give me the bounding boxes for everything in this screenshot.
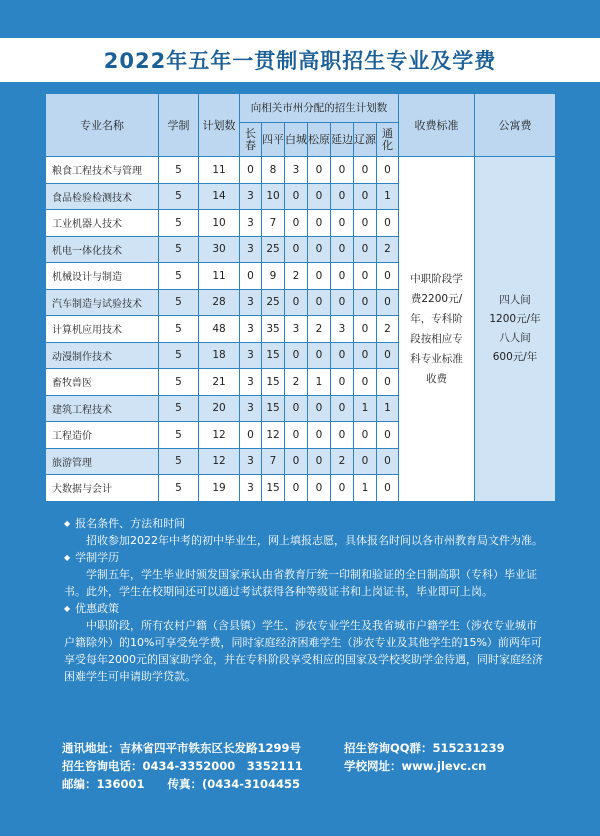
cell-city-count: 2 [377, 316, 399, 343]
cell-city-count: 2 [285, 369, 308, 396]
cell-city-count: 0 [308, 289, 331, 316]
cell-city-count: 0 [331, 157, 354, 184]
cell-duration: 5 [159, 236, 199, 263]
header-fee: 收费标准 [399, 94, 475, 157]
cell-duration: 5 [159, 210, 199, 237]
cell-city-count: 25 [262, 289, 285, 316]
cell-city-count: 0 [331, 263, 354, 290]
cell-city-count: 0 [377, 289, 399, 316]
section-registration [64, 515, 544, 549]
diamond-bullet-icon: ◆ [64, 519, 71, 528]
contact-info [62, 739, 552, 793]
section-text: 中职阶段，所有农村户籍（含县镇）学生、涉农专业学生及我省城市户籍学生（涉农专业城市户籍除外）的10%可享受免学费，同时家庭经济困难学生（涉农专业及其他学生的15%）前两年可享受每年2000元的国家助学金，并在专科阶段享受相应的国家及学校奖助学金待遇，同时家庭经济困难学生可申请助学贷款。 [64, 619, 543, 683]
cell-plan: 20 [199, 395, 240, 422]
cell-plan: 12 [199, 448, 240, 475]
cell-city-count: 0 [308, 236, 331, 263]
cell-plan: 10 [199, 210, 240, 237]
cell-city-count: 0 [331, 475, 354, 502]
cell-city-count: 0 [308, 395, 331, 422]
cell-city-count: 3 [240, 448, 262, 475]
cell-plan: 30 [199, 236, 240, 263]
cell-city-count: 2 [285, 263, 308, 290]
cell-city-count: 0 [331, 236, 354, 263]
section-text: 学制五年，学生毕业时颁发国家承认由省教育厅统一印制和验证的全日制高职（专科）毕业证书。此外，学生在校期间还可以通过考试获得各种等级证书和上岗证书，毕业即可上岗。 [64, 568, 537, 598]
cell-city-count: 0 [331, 210, 354, 237]
cell-city-count: 0 [354, 263, 377, 290]
info-sections [64, 515, 544, 685]
cell-major: 汽车制造与试验技术 [46, 289, 159, 316]
section-text: 招收参加2022年中考的初中毕业生，网上填报志愿，具体报名时间以各市州教育局文件为准。 [86, 534, 543, 547]
section-heading: 报名条件、方法和时间 [75, 517, 186, 530]
cell-city-count: 7 [262, 448, 285, 475]
cell-plan: 48 [199, 316, 240, 343]
cell-city-count: 0 [354, 448, 377, 475]
cell-city-count: 0 [331, 289, 354, 316]
cell-duration: 5 [159, 395, 199, 422]
cell-city-count: 0 [240, 422, 262, 449]
cell-major: 食品检验检测技术 [46, 183, 159, 210]
cell-city-count: 0 [308, 263, 331, 290]
cell-major: 畜牧兽医 [46, 369, 159, 396]
cell-city-count: 0 [285, 236, 308, 263]
cell-city-count: 0 [285, 183, 308, 210]
section-heading: 优惠政策 [75, 602, 120, 615]
cell-city-count: 1 [377, 183, 399, 210]
section-duration [64, 549, 544, 600]
cell-city-count: 0 [354, 316, 377, 343]
cell-duration: 5 [159, 183, 199, 210]
cell-plan: 11 [199, 263, 240, 290]
cell-city-count: 0 [354, 342, 377, 369]
contact-phone: 招生咨询电话：0434-3352000 3352111 [62, 759, 303, 773]
header-city: 通化 [377, 123, 399, 157]
cell-city-count: 0 [377, 422, 399, 449]
enrollment-table [45, 93, 556, 502]
header-plan: 计划数 [199, 94, 240, 157]
cell-major: 大数据与会计 [46, 475, 159, 502]
cell-city-count: 3 [240, 342, 262, 369]
contact-fax: 传真：(0434-3104455 [167, 777, 301, 791]
cell-city-count: 3 [240, 475, 262, 502]
cell-city-count: 2 [331, 448, 354, 475]
cell-city-count: 0 [308, 157, 331, 184]
cell-city-count: 10 [262, 183, 285, 210]
cell-city-count: 7 [262, 210, 285, 237]
cell-city-count: 0 [285, 395, 308, 422]
cell-duration: 5 [159, 422, 199, 449]
cell-city-count: 15 [262, 369, 285, 396]
header-city-group: 向相关市州分配的招生计划数 [240, 94, 399, 123]
cell-city-count: 0 [285, 210, 308, 237]
cell-fee [399, 157, 475, 502]
cell-dorm [475, 157, 556, 502]
cell-major: 旅游管理 [46, 448, 159, 475]
title-banner [0, 38, 600, 82]
diamond-bullet-icon: ◆ [64, 604, 71, 613]
table-row [46, 157, 556, 184]
cell-city-count: 3 [331, 316, 354, 343]
cell-city-count: 15 [262, 475, 285, 502]
cell-city-count: 0 [331, 422, 354, 449]
page-title: 2022年五年一贯制高职招生专业及学费 [103, 49, 497, 73]
dorm-line: 1200元/年 [489, 312, 541, 325]
header-dorm: 公寓费 [475, 94, 556, 157]
cell-duration: 5 [159, 157, 199, 184]
cell-city-count: 0 [285, 422, 308, 449]
cell-city-count: 3 [240, 183, 262, 210]
cell-city-count: 0 [354, 157, 377, 184]
header-city: 四平 [262, 123, 285, 157]
cell-city-count: 0 [331, 183, 354, 210]
cell-city-count: 0 [240, 263, 262, 290]
cell-city-count: 0 [354, 289, 377, 316]
contact-address: 通讯地址：吉林省四平市铁东区长发路1299号 [62, 741, 302, 755]
header-city: 辽源 [354, 123, 377, 157]
cell-city-count: 0 [377, 475, 399, 502]
cell-city-count: 0 [308, 183, 331, 210]
cell-city-count: 0 [285, 342, 308, 369]
header-city: 延边 [331, 123, 354, 157]
header-duration: 学制 [159, 94, 199, 157]
cell-city-count: 0 [377, 369, 399, 396]
fee-text: 中职阶段学费2200元/年，专科阶段按相应专科专业标准收费 [410, 272, 463, 385]
contact-qq: 招生咨询QQ群：515231239 [344, 741, 505, 755]
cell-city-count: 3 [240, 395, 262, 422]
cell-major: 工程造价 [46, 422, 159, 449]
dorm-line: 四人间 [499, 293, 531, 306]
cell-major: 机电一体化技术 [46, 236, 159, 263]
section-heading: 学制学历 [75, 551, 120, 564]
cell-city-count: 8 [262, 157, 285, 184]
cell-city-count: 0 [308, 422, 331, 449]
cell-plan: 11 [199, 157, 240, 184]
cell-plan: 14 [199, 183, 240, 210]
header-city: 松原 [308, 123, 331, 157]
cell-city-count: 3 [240, 289, 262, 316]
cell-city-count: 0 [354, 236, 377, 263]
dorm-line: 600元/年 [492, 350, 538, 363]
cell-city-count: 0 [354, 369, 377, 396]
cell-city-count: 1 [354, 395, 377, 422]
cell-city-count: 0 [285, 289, 308, 316]
cell-city-count: 1 [308, 369, 331, 396]
cell-city-count: 0 [308, 475, 331, 502]
cell-city-count: 2 [377, 236, 399, 263]
contact-postcode-fax [62, 775, 344, 793]
cell-duration: 5 [159, 263, 199, 290]
cell-city-count: 1 [377, 395, 399, 422]
section-policy [64, 600, 544, 685]
cell-city-count: 0 [377, 342, 399, 369]
cell-city-count: 0 [354, 183, 377, 210]
cell-duration: 5 [159, 475, 199, 502]
cell-duration: 5 [159, 369, 199, 396]
header-city: 长春 [240, 123, 262, 157]
contact-postcode: 邮编：136001 [62, 777, 145, 791]
cell-city-count: 35 [262, 316, 285, 343]
cell-city-count: 3 [240, 210, 262, 237]
header-city: 白城 [285, 123, 308, 157]
cell-city-count: 0 [377, 448, 399, 475]
cell-city-count: 15 [262, 395, 285, 422]
cell-city-count: 3 [240, 236, 262, 263]
header-major: 专业名称 [46, 94, 159, 157]
cell-city-count: 0 [377, 263, 399, 290]
cell-major: 工业机器人技术 [46, 210, 159, 237]
cell-city-count: 2 [308, 316, 331, 343]
cell-plan: 28 [199, 289, 240, 316]
cell-major: 动漫制作技术 [46, 342, 159, 369]
cell-duration: 5 [159, 316, 199, 343]
contact-website: 学校网址：www.jlevc.cn [344, 759, 487, 773]
cell-city-count: 25 [262, 236, 285, 263]
cell-duration: 5 [159, 342, 199, 369]
cell-city-count: 0 [377, 157, 399, 184]
dorm-line: 八人间 [499, 331, 531, 344]
cell-city-count: 3 [240, 316, 262, 343]
cell-city-count: 3 [285, 157, 308, 184]
cell-city-count: 0 [285, 448, 308, 475]
cell-city-count: 3 [240, 369, 262, 396]
cell-city-count: 0 [331, 342, 354, 369]
cell-plan: 12 [199, 422, 240, 449]
cell-city-count: 0 [331, 395, 354, 422]
cell-duration: 5 [159, 448, 199, 475]
cell-plan: 21 [199, 369, 240, 396]
cell-major: 计算机应用技术 [46, 316, 159, 343]
cell-major: 建筑工程技术 [46, 395, 159, 422]
cell-city-count: 0 [308, 342, 331, 369]
cell-city-count: 0 [354, 210, 377, 237]
cell-city-count: 3 [285, 316, 308, 343]
cell-major: 机械设计与制造 [46, 263, 159, 290]
cell-plan: 18 [199, 342, 240, 369]
cell-city-count: 9 [262, 263, 285, 290]
cell-city-count: 15 [262, 342, 285, 369]
cell-city-count: 1 [354, 475, 377, 502]
cell-city-count: 0 [377, 210, 399, 237]
diamond-bullet-icon: ◆ [64, 553, 71, 562]
cell-city-count: 0 [354, 422, 377, 449]
cell-city-count: 0 [240, 157, 262, 184]
enrollment-table-container [45, 93, 555, 498]
cell-city-count: 0 [308, 448, 331, 475]
cell-city-count: 12 [262, 422, 285, 449]
cell-duration: 5 [159, 289, 199, 316]
cell-major: 粮食工程技术与管理 [46, 157, 159, 184]
cell-city-count: 0 [285, 475, 308, 502]
cell-city-count: 0 [331, 369, 354, 396]
cell-city-count: 0 [308, 210, 331, 237]
cell-plan: 19 [199, 475, 240, 502]
